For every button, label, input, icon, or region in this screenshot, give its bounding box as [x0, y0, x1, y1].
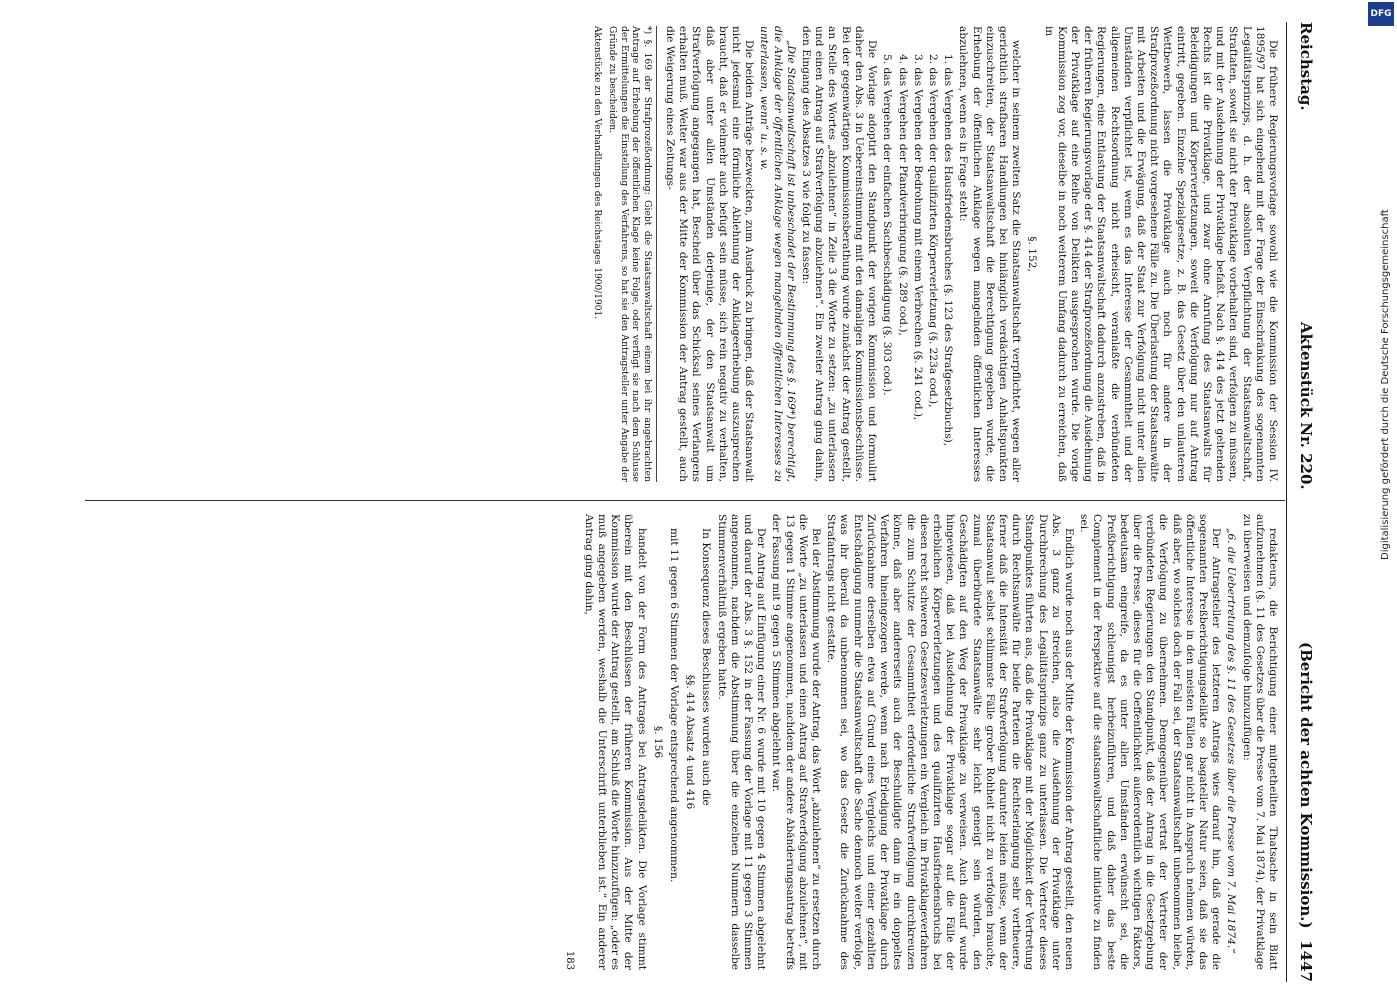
paragraph: Bei der Abstimmung wurde der Antrag, das Wort „abzulehnen“ zu ersetzen durch die Worte „zu unterlassen und einen Antrag auf Strafverfolgung abzulehnen“, mit 13 gegen 1 Stimme angenommen, nachdem der andere Abänderungsantrag betreffs der Fassung mit 9 gegen 5 Stimmen abgelehnt war. [770, 514, 823, 970]
list-item: 5. das Vergehen der einfachen Sachbeschädigung (§. 303 cod.). [881, 54, 894, 396]
list-item: 4. das Vergehen der Pfandverbringung (§. 289 cod.), [896, 54, 909, 336]
footer-note: Aktenstücke zu den Verhandlungen des Reichstages 1900/1901. [591, 26, 602, 320]
section-heading: §. 152, [1026, 236, 1039, 272]
header-document-number: Aktenstück Nr. 220. [1297, 322, 1315, 490]
paragraph: In Konsequenz dieses Beschlusses wurden auch die [700, 528, 713, 806]
paragraph: Die frühere Regierungsvorlage sowohl wie die Kommission der Session IV. 1895/97 hat sich eingehend mit der Frage der Einschränkung des sogenannten Legalitätsprinzips, d. h. der absoluten Verpflichtung der Staatsanwaltschaft, Straftaten, soweit sie nicht der Privatklage vorbehalten sind, verfolgen zu müssen, und mit der Ausdehnung der Privatklage befaßt. Nach §. 414 des jetzt geltenden Rechts ist die Privatklage, und zwar ohne Anrufung des Staatsanwalts für Beleidigungen und Körperverletzungen, soweit die Verfolgung nur auf Antrag eintritt, gegeben. Einzelne Spezialgesetze, z. B. das Gesetz über den unlauteren Wettbewerb, lassen die Privatklage auch noch für andere in der Strafprozeßordnung nicht vorgesehene Fälle zu. Die Überlastung der Staatsanwälte mit Arbeiten und die Erwägung, daß der Staat zur Verfolgung nicht unter allen Umständen verpflichtet ist, wenn es das Interesse der Gesammtheit und der allgemeinen Rechtsordnung nicht erheischt, veranlaßte die verbündeten Regierungen, eine Entlastung der Staatsanwaltschaft dadurch anzustreben, daß in der früheren Regierungsvorlage der §. 414 der Strafprozeßordnung die Ausdehnung der Privatklage auf eine Reihe von Delikten ausgesprochen wurde. Die vorige Kommission zog vor, dieselbe in noch weiterem Umfang dadurch zu erreichen, daß in [1042, 26, 1279, 482]
column-divider [85, 500, 1285, 501]
dfg-logo: DFG [1368, 2, 1394, 26]
paragraph: redakteurs, die Berichtigung einer mitgetheilten Thatsache in sein Blatt aufzunehmen (§. 11 des Gesetzes über die Presse vom 7. Mai 1874), der Privatklage zu überweisen und demzufolge hinzuzufügen: [1240, 514, 1279, 970]
list-item: 2. das Vergehen der qualifizirten Körperverletzung (§. 223a cod.), [926, 54, 939, 408]
paragraph: mit 11 gegen 6 Stimmen der Vorlage entsprechend angenommen. [668, 528, 681, 883]
signature-mark: 183 [563, 950, 575, 970]
paragraph: welcher in seinem zweiten Satz die Staatsanwaltschaft verpflichtet, wegen aller gerichtlich strafbaren Handlungen bei hinlänglich verdächtigen Anhaltspunkten einzuschreiten, der Staatsanwaltschaft die Berechtigung gegeben wurde, die Erhebung der öffentlichen Anklage wegen mangelnden öffentlichen Interesses abzulehnen, wenn es in Frage steht: [957, 26, 1023, 482]
column-right [562, 514, 1279, 970]
header-rule [1286, 22, 1287, 982]
header-left: Reichstag. [1297, 22, 1315, 111]
section-heading: §. 156 [651, 725, 664, 759]
page-number: 1447 [1297, 940, 1315, 982]
quote: „6. die Uebertretung des §. 11 des Gesetzes über die Presse vom 7. Mai 1874.“ [1225, 528, 1238, 954]
page-header [1293, 22, 1315, 982]
column-left [590, 26, 1279, 482]
footnote: *) §. 169 der Strafprozeßordnung: Giebt die Staatsanwaltschaft einem bei ihr angebrachten Antrage auf Erhebung der öffentlichen Klage keine Folge, oder verfügt sie nach dem Schlusse der Ermittelungen die Einstellung des Verfahrens, so hat sie den Antragsteller unter Angabe der Gründe zu bescheiden. [607, 26, 657, 482]
paragraph: Der Antragsteller des letzteren Antrags wies darauf hin, daß gerade die sogenannten Preßberichtigungsdelikte so bagateller Natur seien, daß sie das öffentliche Interesse in den meisten Fällen gar nicht in Anspruch nehmen würden, daß aber, wo solches doch der Fall sei, der Staatsanwaltschaft unbenommen bleibe, die Verfolgung zu übernehmen. Demgegenüber vertrat der Vertreter der verbündeten Regierungen den Standpunkt, daß der Antrag in die Gesetzgebung über die Presse, dieses für die Oeffentlichkeit außerordentlich wichtigen Faktors, bedeutsam eingreife, da es unter allen Umständen erwünscht sei, die Preßberichtigung schleunigst herbeizuführen, und daß daher das beste Complement in der Perspektive auf die staatsanwaltschaftliche Initiative zu finden sei. [1078, 514, 1223, 970]
paragraph: handelt von der Form des Antrages bei Antragsdelikten. Die Vorlage stimmt überein mit den Beschlüssen der früheren Kommission. Aus der Mitte der Kommission wurde der Antrag gestellt, am Schluß die Worte hinzuzufügen: „oder es muß angegeben werden, weshalb die Unterschrift unterblieben ist.“ Ein anderer Antrag ging dahin, [582, 514, 648, 970]
paragraph: Die beiden Anträge bezweckten, zum Ausdruck zu bringen, daß der Staatsanwalt nicht jedesmal eine förmliche Ablehnung der Anklageerhebung auszusprechen braucht, daß er vielmehr auch befugt sein müsse, sich rein negativ zu verhalten, daß aber unter allen Umständen derjenige, der den Staatsanwalt um Strafverfolgung angegangen hat, Bescheid über das Schicksal seines Verlangens erhalten muß. Weiter war aus der Mitte der Kommission der Antrag gestellt, auch die Weigerung eines Zeitungs- [664, 26, 756, 482]
list-item: 3. das Vergehen der Bedrohung mit einem Verbrechen (§. 241 cod.), [911, 54, 924, 421]
list-item: 1. das Vergehen des Hausfriedensbruches (§. 123 des Strafgesetzbuchs), [942, 54, 955, 447]
paragraph: Endlich wurde noch aus der Mitte der Kommission der Antrag gestellt, den neuen Abs. 3 ganz zu streichen, also die Ausdehnung der Privatklage unter Durchbrechung des Legalitätsprinzips ganz zu unterlassen. Die Vertreter dieses Standpunktes führten aus, daß die Privatklage mit der Möglichkeit der Vertretung durch Rechtsanwälte für beide Parteien die Rechtserlangung sehr vertheuere, ferner daß die Intensität der Strafverfolgung darunter leiden müsse, wenn der Staatsanwalt selbst schlimmste Fälle grober Rohheit nicht zu verfolgen brauche, zumal überbürdete Staatsanwälte sehr leicht geneigt sein würden, den Geschädigten auf den Weg der Privatklage zu verweisen. Auch darauf wurde hingewiesen, daß bei Ausdehnung der Privatklage sogar auf die Fälle der erheblichen Körperverletzungen und des qualifizirten Hausfriedensbruchs bei diesen recht schweren Gesetzesverletzungen ein Vergleich im Privatklageverfahren die zum Schutze der Gesammtheit erforderliche Strafverfolgung durchkreuzen könne, daß aber andererseits auch der Beschuldigte dann in ein doppeltes Verfahren hineingezogen werde, wenn nach Erledigung der Privatklage durch Zurücknahme derselben etwa auf Grund eines Vergleichs und einer gezahlten Entschädigung nunmehr die Staatsanwaltschaft die Sache dennoch weiter verfolge, was ihr überall da unbenommen sei, wo das Gesetz die Zurücknahme des Strafantrags nicht gestatte. [825, 514, 1075, 970]
paragraph: Die Vorlage adoptirt den Standpunkt der vorigen Kommission und formulirt daher den Abs. 3 in Uebereinstimmung mit den damaligen Kommissionsbeschlüsse. Bei der gegenwärtigen Kommissionsberathung wurde zunächst der Antrag gestellt, an Stelle des Wortes „abzulehnen“ in Zeile 3 die Worte zu setzen: „zu unterlassen und einen Antrag auf Strafverfolgung abzulehnen“. Ein zweiter Antrag ging dahin, den Eingang des Absatzes 3 wie folgt zu fassen: [800, 26, 879, 482]
quote: „Die Staatsanwaltschaft ist unbeschadet der Bestimmung des §. 169*) berechtigt, die Anklage der öffentlichen Anklage wegen mangelnden öffentlichen Interesses zu unterlassen, wenn“ u. s. w. [758, 26, 797, 482]
digitization-note: Digitalisierung gefördert durch die Deutsche Forschungsgemeinschaft [1380, 209, 1391, 560]
section-heading: §§. 414 Absatz 4 und 416 [684, 674, 697, 810]
header-title: (Bericht der achten Kommission.) [1297, 642, 1315, 929]
paragraph: Der Antrag auf Einfügung einer Nr. 6 wurde mit 10 gegen 4 Stimmen abgelehnt und darauf der Abs. 3 §. 152 in der Fassung der Vorlage mit 11 gegen 3 Stimmen angenommen, nachdem die Abstimmung über die einzelnen Nummern dasselbe Stimmenverhältniß ergeben hatte. [715, 514, 768, 970]
